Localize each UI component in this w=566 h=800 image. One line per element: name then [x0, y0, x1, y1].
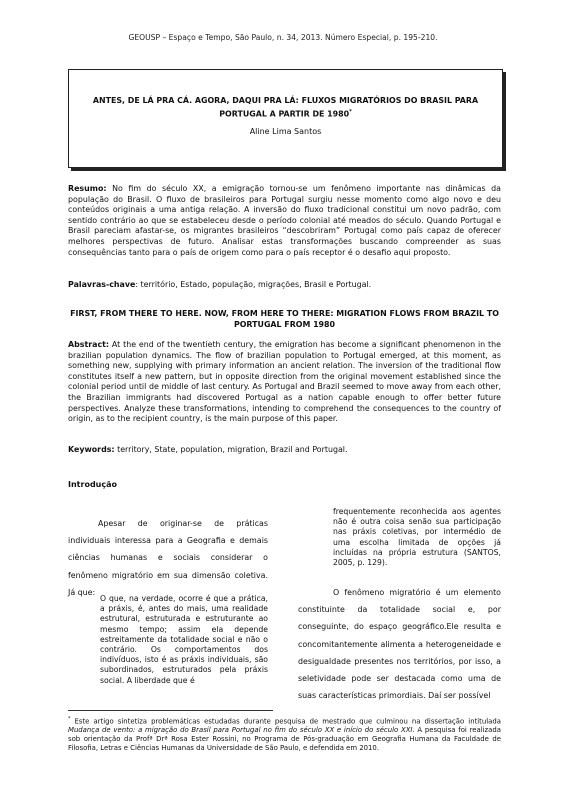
abstract-text: At the end of the twentieth century, the emigration has become a significant phenomenon in the brazilian population dynamics. The flow of brazilian population to Portugal emerged, at this moment, as something new, supplying with primary information an ancient relation. The inversion of the traditional flow constitutes itself a new pattern, but in opposite direction from the original movement established since the colonial period until de middle of last century. As Portugal and Brazil seemed to move away from each other, the Brazilian immigrants had discovered Portugal as a nation capable enough to offer better future perspectives. Analyze these transformations, intending to comprehend the consequences to the country of origin, as to the recipient country, is the main purpose of this paper. [68, 340, 501, 424]
resumo-label: Resumo: [68, 184, 107, 193]
english-title: FIRST, FROM THERE TO HERE. NOW, FROM HERE TO THERE: MIGRATION FLOWS FROM BRAZIL TO PORTUGAL FROM 1980 [70, 309, 499, 329]
resumo-paragraph [68, 184, 501, 258]
title-text: ANTES, DE LÁ PRA CÁ. AGORA, DAQUI PRA LÁ: FLUXOS MIGRATÓRIOS DO BRASIL PARA PORTUGAL A PARTIR DE 1980 [92, 96, 479, 119]
keywords-label: Keywords: [68, 445, 115, 454]
keywords-paragraph [68, 445, 501, 456]
title-footnote-mark: * [349, 108, 352, 115]
footnote-text-1: Este artigo sintetiza problemáticas estudadas durante pesquisa de mestrado que culminou na dissertação intitulada [70, 717, 501, 726]
palavras-chave-label: Palavras-chave [68, 280, 136, 289]
block-quote-right: frequentemente reconhecida aos agentes não é outra coisa senão sua participação nas práxis coletivas, por intermédio de uma escolha limitada de opções já incluídas na própria estrutura (SANTOS, 2005, p. 129). [333, 507, 501, 568]
right-column-paragraph: O fenômeno migratório é um elemento constituinte da totalidade social e, por conseguinte, do espaço geográfico.Ele resulta e concomitantemente alimenta a heterogeneidade e desigualdade presentes nos territórios, por isso, a seletividade pode ser destacada como uma de suas características primordiais. Daí ser possível [298, 588, 501, 701]
footnote-dissertation-title: Mudança de vento: a migração do Brasil para Portugal no fim do século XX e início do século XXI [68, 726, 413, 735]
abstract-label: Abstract: [68, 340, 110, 349]
keywords-text: territory, State, population, migration, Brazil and Portugal. [117, 445, 348, 454]
footnote-text-2: . A pesquisa foi realizada sob orientação da Profª Drª Rosa Ester Rossini, no Programa de Pós-graduação em Geografia Humana da Faculdade de Filosofia, Letras e Ciências Humanas da Universidade de São Paulo, e defendida em 2010. [68, 726, 501, 752]
article-title [79, 96, 492, 120]
resumo-text: No fim do século XX, a emigração tornou-se um fenômeno importante nas dinâmicas da população do Brasil. O fluxo de brasileiros para Portugal surgiu nesse momento como algo novo e deu conteúdos originais a uma antiga relação. A inversão do fluxo tradicional constitui um novo padrão, com sentido contrário ao que se estabeleceu desde o período colonial até meados do século. Quando Portugal e Brasil pareciam afastar-se, os migrantes brasileiros “descobriram” Portugal como país capaz de oferecer melhores perspectivas de futuro. Analisar estas transformações buscando compreender as suas consequências tanto para o país de origem como para o país receptor é o desafio aqui proposto. [68, 184, 501, 257]
block-quote-left: O que, na verdade, ocorre é que a prática, a práxis, é, antes do mais, uma realidade estrutural, estruturada e estruturante ao mesmo tempo; assim ela depende estreitamente da totalidade social e não o contrário. Os comportamentos dos indivíduos, isto é as práxis individuais, são subordinados, estruturados pela práxis social. A liberdade que é [100, 594, 268, 685]
footnote-mark: * [68, 716, 71, 722]
footnote [68, 715, 501, 752]
palavras-chave-text: : território, Estado, população, migrações, Brasil e Portugal. [135, 280, 372, 289]
footnote-rule [68, 710, 273, 711]
left-column-paragraph: Apesar de originar-se de práticas individuais interessa para a Geografia e demais ciências humanas e sociais considerar o fenômeno migratório em sua dimensão coletiva. Já que: [68, 519, 268, 597]
section-heading: Introdução [68, 480, 117, 489]
abstract-paragraph [68, 340, 501, 425]
palavras-chave-paragraph [68, 280, 501, 291]
running-header: GEOUSP – Espaço e Tempo, São Paulo, n. 34, 2013. Número Especial, p. 195-210. [128, 33, 438, 42]
title-box [68, 69, 503, 168]
author-name: Aline Lima Santos [249, 127, 322, 136]
